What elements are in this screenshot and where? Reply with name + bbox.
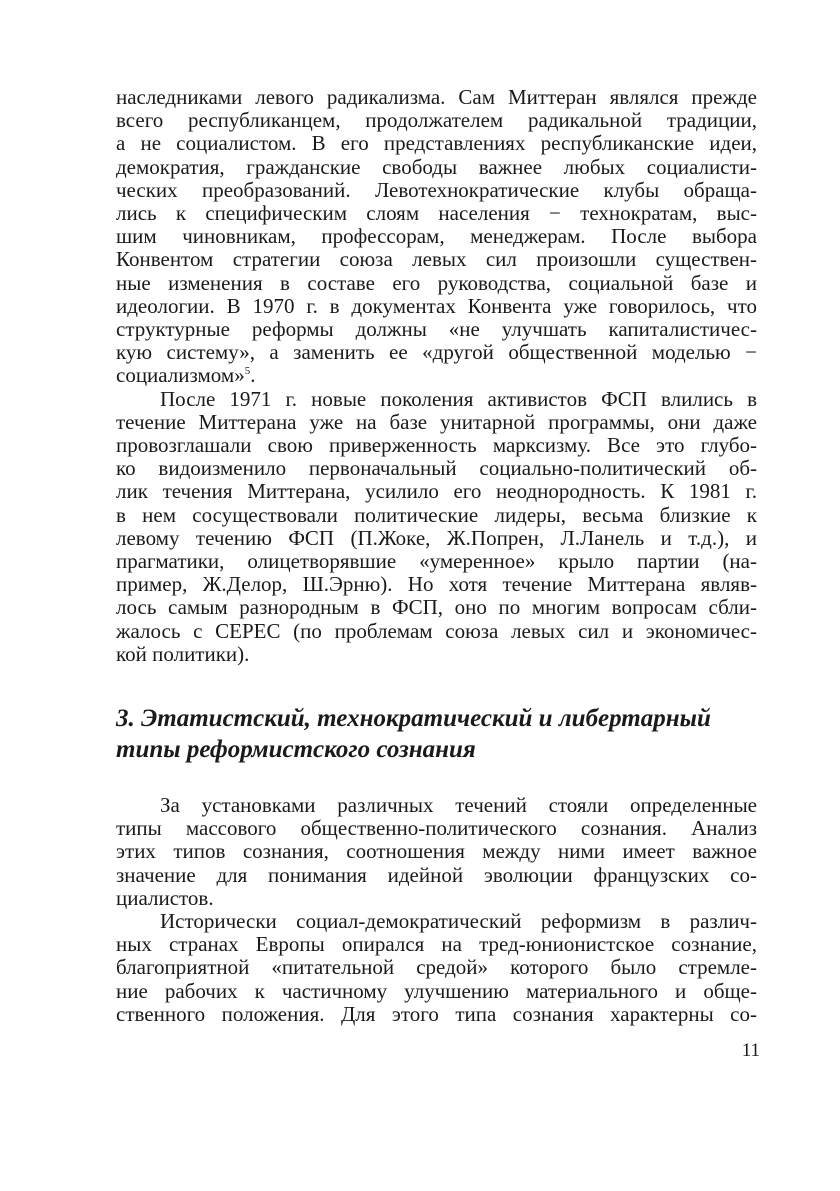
heading-line: типы реформистского сознания <box>116 736 476 763</box>
section-heading <box>116 703 757 765</box>
text-line: жалось с СЕРЕС (по проблемам союза левых сил и экономичес- <box>116 618 757 643</box>
text-line: ных странах Европы опирался на тред-юнионистское сознание, <box>116 932 757 957</box>
text-line: а не социалистом. В его представлениях республиканские идеи, <box>116 131 757 156</box>
text-line: кой политики). <box>116 641 250 666</box>
text-line: лик течения Миттерана, усилило его неоднородность. К 1981 г. <box>116 479 757 504</box>
paragraph-3 <box>116 794 757 910</box>
text-line: После 1971 г. новые поколения активистов ФСП влились в <box>160 386 757 411</box>
text-line: Исторически социал-демократический реформизм в различ- <box>160 909 757 934</box>
text-line: ственного положения. Для этого типа сознания характерны со- <box>116 1001 757 1026</box>
text-line: циалистов. <box>116 885 214 910</box>
text-line: значение для понимания идейной эволюции французских со- <box>116 862 757 887</box>
footnote-marker: 5 <box>244 365 251 378</box>
text-line: всего республиканцем, продолжателем радикальной традиции, <box>116 108 757 133</box>
text-line: ние рабочих к частичному улучшению материального и обще- <box>116 978 757 1003</box>
text-line: лось самым разнородным в ФСП, оно по многим вопросам сбли- <box>116 595 757 620</box>
text-line: идеологии. В 1970 г. в документах Конвента уже говорилось, что <box>116 293 757 318</box>
text-line: в нем сосуществовали политические лидеры, весьма близкие к <box>116 502 757 527</box>
text-line: течение Миттерана уже на базе унитарной программы, они даже <box>116 409 757 434</box>
text-line: структурные реформы должны «не улучшать капиталистичес- <box>116 317 757 342</box>
text-line: шим чиновникам, профессорам, менеджерам. После выбора <box>116 224 757 249</box>
document-page <box>116 86 757 666</box>
text-line: типы массового общественно-политического сознания. Анализ <box>116 816 757 841</box>
text-line: этих типов сознания, соотношения между ними имеет важное <box>116 839 757 864</box>
text-fragment: социализмом» <box>116 363 245 388</box>
text-line: За установками различных течений стояли определенные <box>160 793 757 817</box>
text-line: кую систему», а заменить ее «другой общественной моделью − <box>116 340 757 365</box>
text-line: благоприятной «питательной средой» которого было стремле- <box>116 955 757 980</box>
text-line: левому течению ФСП (П.Жоке, Ж.Попрен, Л.Ланель и т.д.), и <box>116 525 757 550</box>
text-line: Конвентом стратегии союза левых сил произошли существен- <box>116 247 757 272</box>
paragraph-2 <box>116 388 757 666</box>
text-line: демократия, гражданские свободы важнее любых социалисти- <box>116 154 757 179</box>
paragraph-1 <box>116 86 757 388</box>
heading-line: 3. Этатистский, технократический и либертарный <box>116 705 711 732</box>
section-body <box>116 794 757 1026</box>
text-line: лись к специфическим слоям населения − технократам, выс- <box>116 201 757 226</box>
text-line: наследниками левого радикализма. Сам Миттеран являлся прежде <box>116 85 757 109</box>
text-line: ко видоизменило первоначальный социально-политический об- <box>116 456 757 481</box>
text-line: прагматики, олицетворявшие «умеренное» крыло партии (на- <box>116 549 757 574</box>
text-line: ные изменения в составе его руководства, социальной базе и <box>116 270 757 295</box>
text-line: провозглашали свою приверженность марксизму. Все это глубо- <box>116 433 757 458</box>
page-number: 11 <box>741 1040 760 1061</box>
text-line: ческих преобразований. Левотехнократические клубы обраща- <box>116 177 757 202</box>
text-fragment: . <box>250 363 256 388</box>
text-line: пример, Ж.Делор, Ш.Эрню). Но хотя течение Миттерана являв- <box>116 572 757 597</box>
paragraph-4 <box>116 910 757 1026</box>
text-line-with-footnote <box>116 364 757 387</box>
